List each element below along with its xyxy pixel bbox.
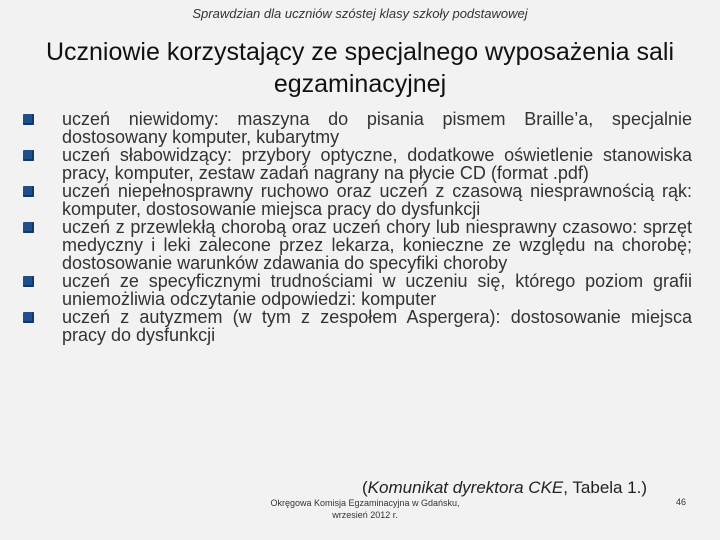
slide-title: Uczniowie korzystający ze specjalnego wyposażenia sali egzaminacyjnej <box>45 38 675 98</box>
list-item-text: uczeń słabowidzący: przybory optyczne, dodatkowe oświetlenie stanowiska pracy, komputer, zestaw zadań nagrany na płycie CD (format .pdf) <box>62 145 692 183</box>
footer-line-1: Okręgowa Komisja Egzaminacyjna w Gdańsku, <box>270 498 460 508</box>
list-item-text: uczeń z autyzmem (w tym z zespołem Aspergera): dostosowanie miejsca pracy do dysfunkcji <box>62 307 692 345</box>
square-bullet-icon <box>23 150 34 161</box>
page-number: 46 <box>676 497 687 507</box>
list-item <box>20 146 692 182</box>
square-bullet-icon <box>23 276 34 287</box>
list-item-text: uczeń niepełnosprawny ruchowo oraz uczeń z czasową niesprawnością rąk: komputer, dostosowanie miejsca pracy do dysfunkcji <box>62 181 692 219</box>
square-bullet-icon <box>23 114 34 125</box>
list-item <box>20 110 692 146</box>
list-item <box>20 308 692 344</box>
list-item-text: uczeń ze specyficznymi trudnościami w uczeniu się, którego poziom grafii uniemożliwia odczytanie odpowiedzi: komputer <box>62 271 692 309</box>
list-item-text: uczeń niewidomy: maszyna do pisania pismem Braille’a, specjalnie dostosowany komputer, kubarytmy <box>62 109 692 147</box>
source-rest: , Tabela 1.) <box>563 478 648 497</box>
source-open-paren: ( <box>362 478 368 497</box>
square-bullet-icon <box>23 222 34 233</box>
source-citation <box>362 478 647 498</box>
list-item <box>20 272 692 308</box>
square-bullet-icon <box>23 312 34 323</box>
list-item <box>20 182 692 218</box>
list-item-text: uczeń z przewlekłą chorobą oraz uczeń chory lub niesprawny czasowo: sprzęt medyczny i leki zalecone przez lekarza, konieczne ze względu na chorobę; dostosowanie warunków zdawania do specyfiki choroby <box>62 217 692 273</box>
list-item <box>20 218 692 272</box>
source-label: Komunikat dyrektora CKE <box>367 478 564 497</box>
square-bullet-icon <box>23 186 34 197</box>
slide-header: Sprawdzian dla uczniów szóstej klasy szkoły podstawowej <box>192 6 528 21</box>
footer-org <box>250 497 480 521</box>
footer-line-2: wrzesień 2012 r. <box>332 510 398 520</box>
bullet-list <box>20 110 692 344</box>
